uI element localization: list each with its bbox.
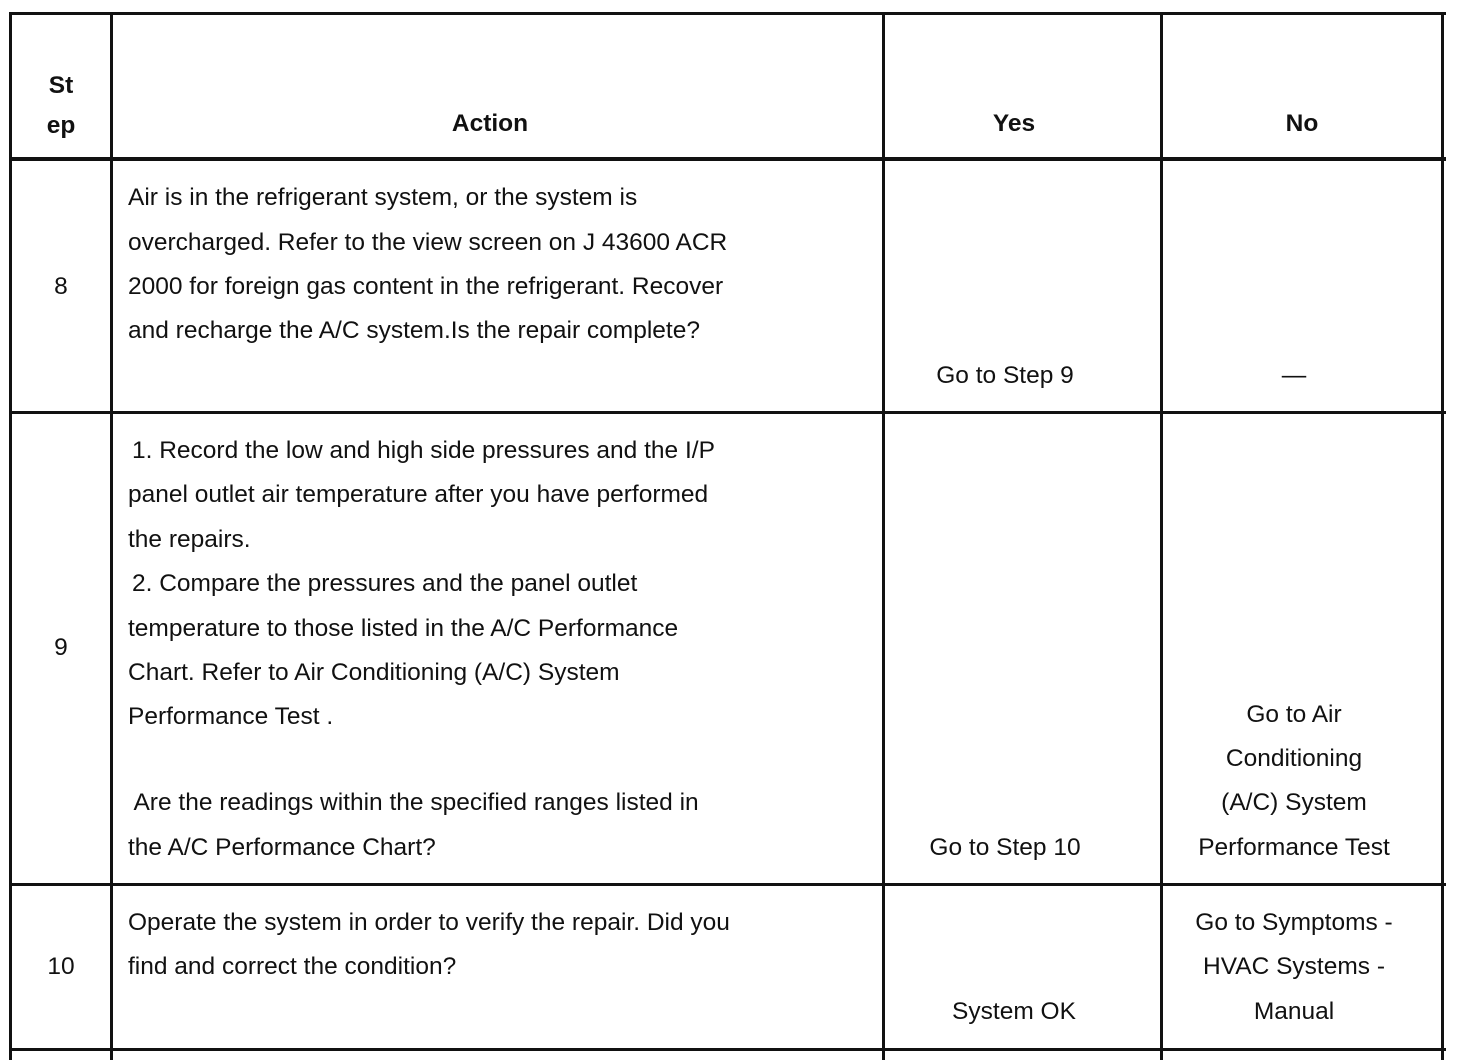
action-line: the repairs. bbox=[128, 526, 251, 553]
step-number: 8 bbox=[54, 273, 68, 300]
no-cell-line: Conditioning bbox=[1225, 745, 1363, 772]
no-cell-line: (A/C) System bbox=[1221, 789, 1367, 816]
step-number: 10 bbox=[47, 953, 75, 980]
action-line: 2000 for foreign gas content in the refrigerant. Recover bbox=[128, 273, 724, 300]
action-line: Performance Test . bbox=[128, 703, 334, 730]
action-line: overcharged. Refer to the view screen on J 43600 ACR bbox=[128, 229, 728, 256]
yes-cell: System OK bbox=[952, 998, 1076, 1025]
action-line: Air is in the refrigerant system, or the system is bbox=[128, 184, 638, 211]
header-step-line2: ep bbox=[46, 112, 76, 139]
no-cell-line: HVAC Systems - bbox=[1203, 953, 1385, 980]
action-line: Operate the system in order to verify the repair. Did you bbox=[128, 909, 730, 936]
action-line: find and correct the condition? bbox=[128, 953, 457, 980]
step-number: 9 bbox=[54, 634, 68, 661]
header-action: Action bbox=[451, 110, 529, 137]
header-yes: Yes bbox=[992, 110, 1036, 137]
column-divider bbox=[1441, 12, 1444, 1060]
action-line: and recharge the A/C system.Is the repair complete? bbox=[128, 317, 700, 344]
column-divider bbox=[9, 12, 12, 1060]
no-cell-line: Performance Test bbox=[1198, 834, 1390, 861]
row-divider bbox=[9, 411, 1446, 414]
yes-cell: Go to Step 10 bbox=[929, 834, 1081, 861]
no-cell: — bbox=[1281, 362, 1307, 389]
header-divider bbox=[9, 157, 1446, 161]
column-divider bbox=[882, 12, 885, 1060]
no-cell-line: Manual bbox=[1253, 998, 1335, 1025]
action-line: panel outlet air temperature after you have performed bbox=[128, 481, 709, 508]
no-cell-line: Go to Symptoms - bbox=[1195, 909, 1393, 936]
action-line: Chart. Refer to Air Conditioning (A/C) System bbox=[128, 659, 620, 686]
action-line: the A/C Performance Chart? bbox=[128, 834, 436, 861]
column-divider bbox=[110, 12, 113, 1060]
row-divider bbox=[9, 883, 1446, 886]
action-line: 1. Record the low and high side pressures and the I/P bbox=[132, 437, 715, 464]
header-no: No bbox=[1285, 110, 1319, 137]
action-line: temperature to those listed in the A/C Performance bbox=[128, 615, 679, 642]
action-line: 2. Compare the pressures and the panel outlet bbox=[132, 570, 638, 597]
action-line: Are the readings within the specified ranges listed in bbox=[128, 789, 699, 816]
table-border-bottom bbox=[9, 1048, 1446, 1051]
no-cell-line: Go to Air bbox=[1246, 701, 1342, 728]
header-step-line1: St bbox=[48, 72, 74, 99]
table-border-top bbox=[9, 12, 1446, 15]
yes-cell: Go to Step 9 bbox=[936, 362, 1074, 389]
